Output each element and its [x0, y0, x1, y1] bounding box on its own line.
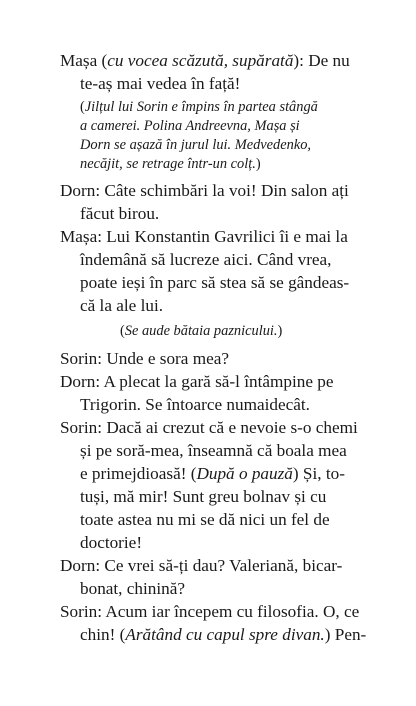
paren: (: [120, 323, 125, 339]
text-run: ): De nu: [293, 51, 350, 70]
speech-line: [60, 417, 358, 439]
stage-direction-inline: După o pauză: [196, 464, 293, 483]
speech-line: [80, 295, 163, 317]
speech-line: [60, 348, 229, 370]
speech-line: [80, 486, 326, 508]
speech-line: [80, 532, 142, 554]
text-run: tuși, mă mir! Sunt greu bolnav și cu: [80, 487, 327, 506]
speech-line: [80, 578, 185, 600]
text-run: Mașa (: [60, 51, 108, 70]
speech-line: [60, 555, 342, 577]
text-run: a camerei. Polina Andreevna, Mașa și: [80, 118, 300, 134]
text-run: ) Pen-: [324, 625, 367, 644]
text-run: ) Și, to-: [292, 464, 345, 483]
stage-direction-line: [120, 322, 282, 340]
speech-line: [60, 50, 350, 72]
speech-line: [60, 226, 348, 248]
speech-line: [80, 440, 347, 462]
stage-direction-line: [80, 155, 261, 173]
text-run: chin! (: [80, 625, 126, 644]
text-run: bonat, chinină?: [80, 579, 185, 598]
text-run: te-aș mai vedea în față!: [80, 74, 241, 93]
paren: ): [277, 323, 283, 339]
speech-line: [80, 249, 331, 271]
speech-line: [80, 73, 240, 95]
speech-line: [60, 601, 359, 623]
text-run: Jilțul lui Sorin e împins în partea stângă: [84, 99, 318, 115]
text-run: necăjit, se retrage într-un colț.: [80, 156, 256, 172]
paren: (: [80, 99, 85, 115]
stage-direction-line: [80, 117, 300, 135]
text-run: Dorn: A plecat la gară să-l întâmpine pe: [60, 372, 334, 391]
text-run: toate astea nu mi se dă nici un fel de: [80, 510, 330, 529]
text-run: Se aude bătaia paznicului.: [124, 323, 278, 339]
text-run: Dorn: Ce vrei să-ți dau? Valeriană, bicar-: [60, 556, 343, 575]
text-run: Dorn: Câte schimbări la voi! Din salon ați: [60, 181, 349, 200]
speech-line: [60, 371, 333, 393]
speech-line: [80, 624, 366, 646]
text-run: Trigorin. Se întoarce numaidecât.: [80, 395, 310, 414]
speech-line: [80, 272, 349, 294]
stage-direction-inline: Arătând cu capul spre divan.: [125, 625, 325, 644]
text-run: făcut birou.: [80, 204, 160, 223]
speech-line: [80, 394, 310, 416]
speech-line: [80, 509, 330, 531]
speech-line: [80, 463, 345, 485]
text-run: e primejdioasă! (: [80, 464, 197, 483]
stage-direction-inline: cu vocea scăzută, supărată: [107, 51, 294, 70]
speech-line: [80, 203, 159, 225]
text-run: doctorie!: [80, 533, 143, 552]
text-run: poate ieși în parc să stea să se gândeas-: [80, 273, 350, 292]
text-run: Dorn se așază în jurul lui. Medvedenko,: [80, 137, 312, 153]
stage-direction-line: [80, 98, 318, 116]
text-run: Mașa: Lui Konstantin Gavrilici îi e mai la: [60, 227, 348, 246]
text-run: Sorin: Unde e sora mea?: [60, 349, 229, 368]
text-run: îndemână să lucreze aici. Când vrea,: [80, 250, 332, 269]
text-run: Sorin: Acum iar începem cu filosofia. O, ce: [60, 602, 360, 621]
paren: ): [255, 156, 261, 172]
text-run: că la ale lui.: [80, 296, 164, 315]
text-run: și pe soră-mea, înseamnă că boala mea: [80, 441, 347, 460]
stage-direction-line: [80, 136, 311, 154]
speech-line: [60, 180, 349, 202]
text-run: Sorin: Dacă ai crezut că e nevoie s-o chemi: [60, 418, 358, 437]
